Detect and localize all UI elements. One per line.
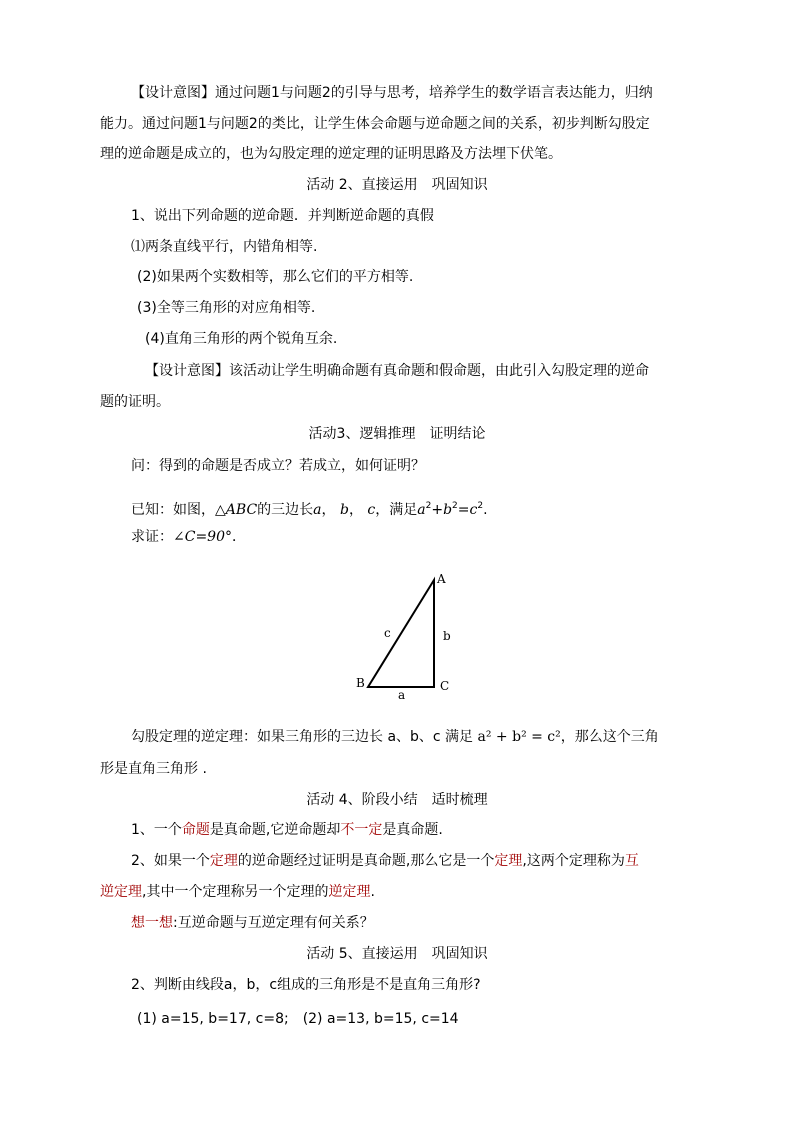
- side-label-a: a: [398, 688, 406, 702]
- prove-statement: 求证：∠C=90°．: [131, 529, 246, 545]
- activity-2-intent-line-2: 题的证明。: [100, 394, 170, 410]
- design-intent-line-1: 【设计意图】通过问题1与问题2的引导与思考，培养学生的数学语言表达能力，归纳: [131, 85, 653, 101]
- activity-4-title: 活动 4、阶段小结 适时梳理: [306, 792, 488, 808]
- activity-5-title: 活动 5、直接运用 巩固知识: [306, 946, 488, 962]
- side-label-b: b: [443, 629, 451, 643]
- summary-point-1: 1、一个命题是真命题,它逆命题却不一定是真命题.: [131, 822, 443, 838]
- vertex-label-a: A: [437, 572, 446, 586]
- triangle-shape: [368, 580, 434, 687]
- right-triangle-figure: [350, 570, 460, 705]
- given-statement: 已知：如图，△ABC的三边长a， b， c，满足$a^2+b^2=c^2$.: [131, 501, 488, 518]
- design-intent-line-3: 理的逆命题是成立的，也为勾股定理的逆定理的证明思路及方法埋下伏笔。: [100, 146, 562, 162]
- activity-2-item-2: (2)如果两个实数相等，那么它们的平方相等.: [137, 269, 414, 285]
- converse-theorem-line-1: 勾股定理的逆定理：如果三角形的三边长 a、b、c 满足 a² + b² = c²，那么这个三角: [131, 729, 659, 745]
- think-prompt: 想一想:互逆命题与互逆定理有何关系？: [131, 915, 374, 931]
- activity-2-question: 1、说出下列命题的逆命题．并判断逆命题的真假: [131, 208, 434, 224]
- activity-2-title: 活动 2、直接运用 巩固知识: [306, 177, 488, 193]
- activity-3-question: 问：得到的命题是否成立？若成立，如何证明？: [131, 458, 425, 474]
- activity-2-item-1: ⑴两条直线平行，内错角相等.: [131, 239, 318, 255]
- activity-5-question: 2、判断由线段a，b，c组成的三角形是不是直角三角形?: [131, 977, 481, 993]
- activity-2-intent-line-1: 【设计意图】该活动让学生明确命题有真命题和假命题，由此引入勾股定理的逆命: [145, 363, 649, 379]
- summary-point-2-line-1: 2、如果一个定理的逆命题经过证明是真命题,那么它是一个定理,这两个定理称为互: [131, 853, 639, 869]
- activity-2-item-3: (3)全等三角形的对应角相等.: [137, 300, 316, 316]
- vertex-label-b: B: [356, 676, 365, 690]
- converse-theorem-line-2: 形是直角三角形 .: [100, 761, 207, 777]
- activity-2-item-4: (4)直角三角形的两个锐角互余.: [145, 331, 338, 347]
- activity-5-parts: (1) a=15, b=17, c=8; (2) a=13, b=15, c=14: [137, 1011, 459, 1027]
- activity-3-title: 活动3、逻辑推理 证明结论: [308, 426, 486, 442]
- design-intent-line-2: 能力。通过问题1与问题2的类比，让学生体会命题与逆命题之间的关系，初步判断勾股定: [100, 116, 650, 132]
- side-label-c: c: [384, 626, 391, 640]
- vertex-label-c: C: [440, 679, 450, 693]
- summary-point-2-line-2: 逆定理,其中一个定理称另一个定理的逆定理.: [100, 884, 375, 900]
